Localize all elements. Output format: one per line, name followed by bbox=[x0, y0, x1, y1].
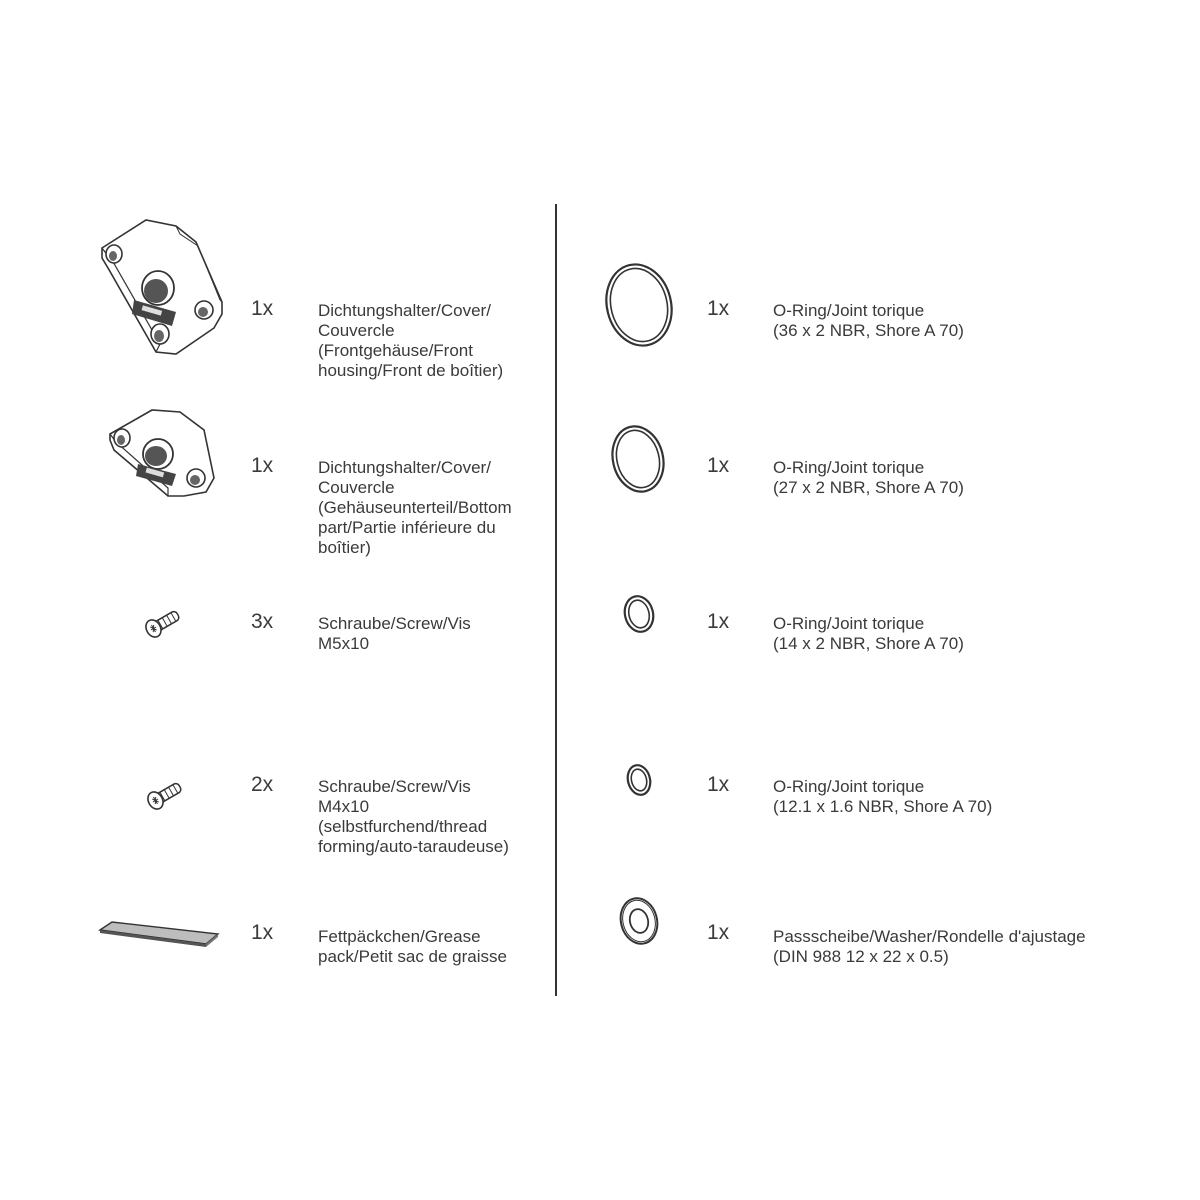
bottom-housing-cover-icon bbox=[106, 406, 216, 498]
screw-m5-icon bbox=[140, 604, 186, 642]
item-description bbox=[318, 927, 507, 967]
description-line: O-Ring/Joint torique bbox=[773, 614, 925, 633]
item-quantity: 1x bbox=[707, 297, 730, 320]
description-line: O-Ring/Joint torique bbox=[773, 458, 925, 477]
item-quantity: 1x bbox=[707, 921, 730, 944]
washer-icon bbox=[616, 894, 662, 948]
item-quantity: 1x bbox=[707, 610, 730, 633]
description-line: boîtier) bbox=[318, 538, 371, 557]
description-line: (Gehäuseunterteil/Bottom bbox=[318, 498, 512, 517]
description-line: (27 x 2 NBR, Shore A 70) bbox=[773, 478, 964, 497]
item-description bbox=[773, 927, 1086, 967]
description-line: (14 x 2 NBR, Shore A 70) bbox=[773, 634, 964, 653]
description-line: Fettpäckchen/Grease bbox=[318, 927, 481, 946]
item-description bbox=[318, 458, 512, 558]
description-line: O-Ring/Joint torique bbox=[773, 301, 925, 320]
item-description bbox=[773, 301, 964, 341]
description-line: M5x10 bbox=[318, 634, 370, 653]
description-line: (DIN 988 12 x 22 x 0.5) bbox=[773, 947, 949, 966]
description-line: forming/auto-taraudeuse) bbox=[318, 837, 509, 856]
item-description bbox=[773, 614, 964, 654]
item-quantity: 1x bbox=[251, 921, 274, 944]
item-quantity: 1x bbox=[707, 454, 730, 477]
description-line: pack/Petit sac de graisse bbox=[318, 947, 507, 966]
item-description bbox=[318, 301, 503, 381]
column-divider bbox=[555, 204, 557, 996]
item-quantity: 1x bbox=[251, 297, 274, 320]
description-line: (12.1 x 1.6 NBR, Shore A 70) bbox=[773, 797, 993, 816]
item-description bbox=[318, 777, 509, 857]
item-quantity: 3x bbox=[251, 610, 274, 633]
o-ring-12-icon bbox=[624, 762, 654, 798]
description-line: (Frontgehäuse/Front bbox=[318, 341, 473, 360]
description-line: Dichtungshalter/Cover/ bbox=[318, 458, 491, 477]
description-line: M4x10 bbox=[318, 797, 370, 816]
description-line: Schraube/Screw/Vis bbox=[318, 777, 471, 796]
description-line: Dichtungshalter/Cover/ bbox=[318, 301, 491, 320]
description-line: Passscheibe/Washer/Rondelle d'ajustage bbox=[773, 927, 1086, 946]
o-ring-14-icon bbox=[621, 592, 657, 636]
screw-m4-icon bbox=[142, 776, 188, 814]
description-line: Schraube/Screw/Vis bbox=[318, 614, 471, 633]
item-quantity: 2x bbox=[251, 773, 274, 796]
description-line: part/Partie inférieure du bbox=[318, 518, 496, 537]
description-line: Couvercle bbox=[318, 321, 395, 340]
item-quantity: 1x bbox=[707, 773, 730, 796]
description-line: (selbstfurchend/thread bbox=[318, 817, 488, 836]
description-line: (36 x 2 NBR, Shore A 70) bbox=[773, 321, 964, 340]
grease-pack-icon bbox=[98, 918, 222, 950]
item-description bbox=[773, 777, 992, 817]
description-line: Couvercle bbox=[318, 478, 395, 497]
front-housing-cover-icon bbox=[98, 216, 226, 356]
item-description bbox=[318, 614, 471, 654]
o-ring-27-icon bbox=[608, 422, 668, 496]
description-line: housing/Front de boîtier) bbox=[318, 361, 504, 380]
description-line: O-Ring/Joint torique bbox=[773, 777, 925, 796]
item-quantity: 1x bbox=[251, 454, 274, 477]
item-description bbox=[773, 458, 964, 498]
o-ring-36-icon bbox=[602, 260, 676, 350]
